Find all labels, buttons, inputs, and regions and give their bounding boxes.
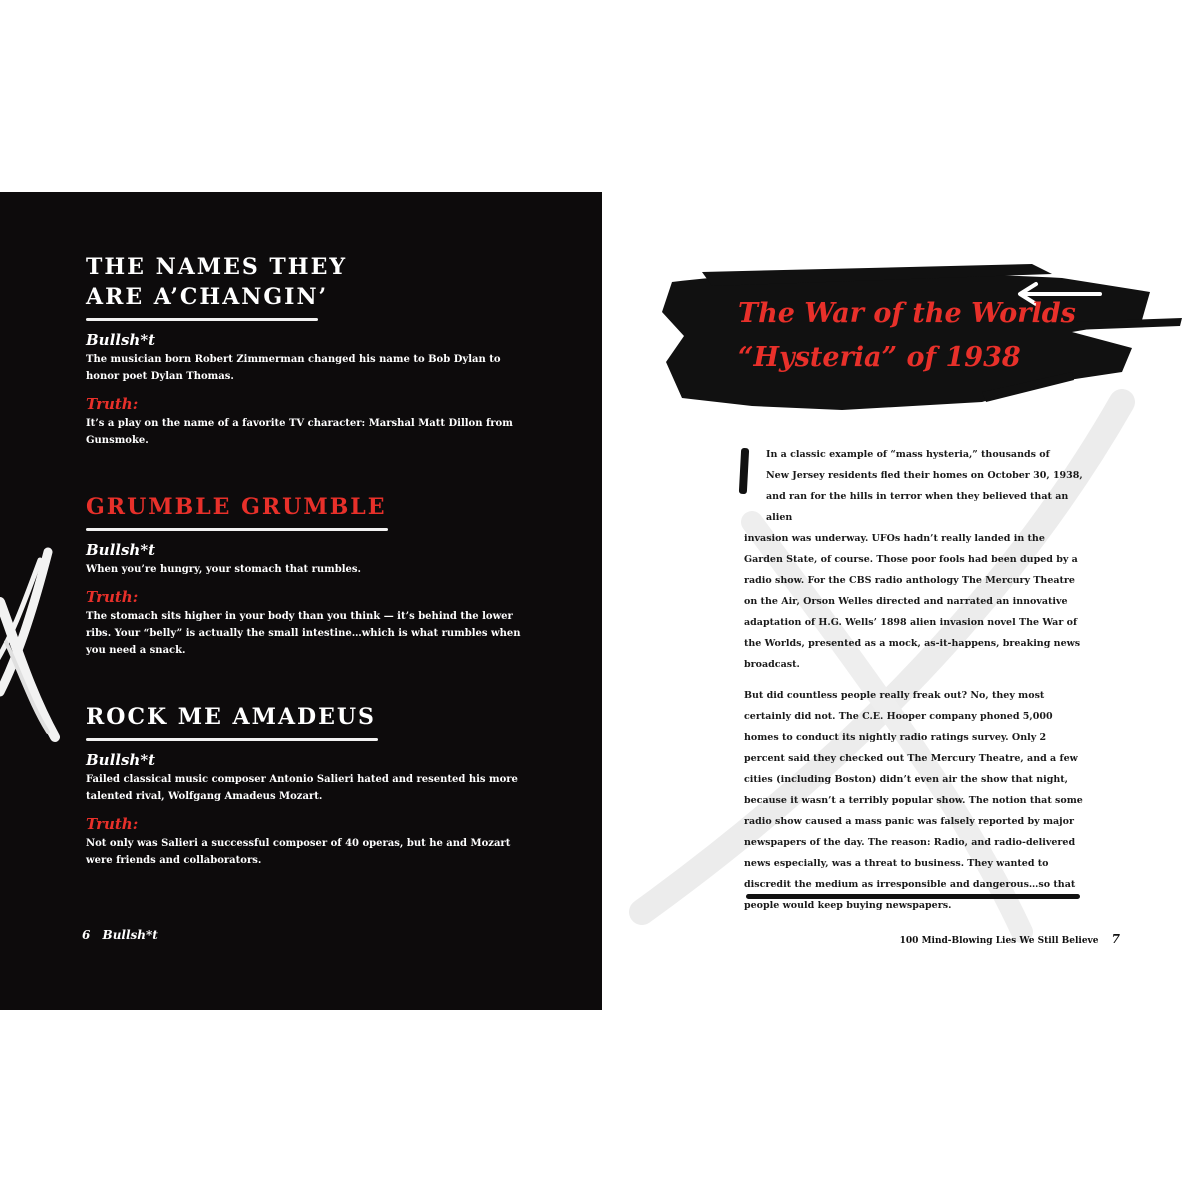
section-heading: ROCK ME AMADEUS: [86, 704, 376, 730]
truth-text: It’s a play on the name of a favorite TV character: Marshal Matt Dillon from Gunsmoke.: [86, 418, 513, 446]
truth-label: Truth:: [86, 395, 139, 413]
closing-rule: [746, 894, 1080, 899]
lead-line: In a classic example of “mass hysteria,” thousands of: [766, 449, 1050, 460]
right-page: [602, 192, 1200, 1010]
heading-underline: [86, 318, 318, 321]
brush-x-decoration: [0, 542, 70, 752]
page-footer: [900, 932, 1120, 946]
running-title: 100 Mind-Blowing Lies We Still Believe: [899, 936, 1099, 946]
body-line: New Jersey residents fled their homes on October 30, 1938,: [766, 470, 1083, 481]
truth-text: Not only was Salieri a successful composer of 40 operas, but he and Mozart were friends and collaborators.: [86, 838, 511, 866]
heading-underline: [86, 528, 388, 531]
truth-label: Truth:: [86, 815, 139, 833]
section-rock-me-amadeus: [86, 702, 536, 869]
page-footer: [82, 928, 166, 942]
heading-underline: [86, 738, 378, 741]
left-page: [0, 192, 602, 1010]
truth-text: The stomach sits higher in your body than you think — it’s behind the lower ribs. Your “belly” is actually the small intestine…which is what rumbles when you need a snack.: [86, 611, 521, 656]
bullsh-text: When you’re hungry, your stomach that rumbles.: [86, 564, 362, 575]
heading-line: ARE A’CHANGIN’: [86, 284, 329, 310]
bullsh-text: The musician born Robert Zimmerman changed his name to Bob Dylan to honor poet Dylan Thomas.: [86, 354, 501, 382]
page-number: 7: [1111, 932, 1120, 946]
section-heading: [86, 252, 536, 312]
article-title-line1: The War of the Worlds: [738, 298, 1076, 329]
bullsh-text: Failed classical music composer Antonio Salieri hated and resented his more talented rival, Wolfgang Amadeus Mozart.: [86, 774, 518, 802]
body-line: and ran for the hills in terror when they believed that an alien: [766, 491, 1069, 523]
truth-label: Truth:: [86, 588, 139, 606]
article-body: [744, 444, 1086, 926]
article-title-line2: “Hysteria” of 1938: [738, 342, 1021, 373]
bullsh-label: Bullsh*t: [86, 331, 156, 349]
bullsh-label: Bullsh*t: [86, 541, 156, 559]
running-title: Bullsh*t: [102, 928, 158, 942]
bullsh-label: Bullsh*t: [86, 751, 156, 769]
page-number: 6: [82, 928, 91, 942]
section-names-changin: [86, 252, 536, 449]
body-paragraph: invasion was underway. UFOs hadn’t really landed in the Garden State, of course. Those poor fools had been duped by a radio show. For the CBS radio anthology The Mercury Theatre on the Air, Orson Welles directed and narrated an innovative adaptation of H.G. Wells’ 1898 alien invasion novel The War of the Worlds, presented as a mock, as-it-happens, breaking news broadcast.: [744, 533, 1081, 670]
body-paragraph: But did countless people really freak out? No, they most certainly did not. The C.E. Hooper company phoned 5,000 homes to conduct its nightly radio ratings survey. Only 2 percent said they checked out The Mercury Theatre, and a few cities (including Boston) didn’t even air the show that night, because it wasn’t a terribly popular show. The notion that some radio show caused a mass panic was falsely reported by major newspapers of the day. The reason: Radio, and radio-delivered news especially, was a threat to business. They wanted to discredit the medium as irresponsible and dangerous…so that people would keep buying newspapers.: [744, 690, 1083, 911]
heading-line: THE NAMES THEY: [86, 254, 348, 280]
section-grumble-grumble: [86, 492, 536, 659]
section-heading: GRUMBLE GRUMBLE: [86, 494, 387, 520]
